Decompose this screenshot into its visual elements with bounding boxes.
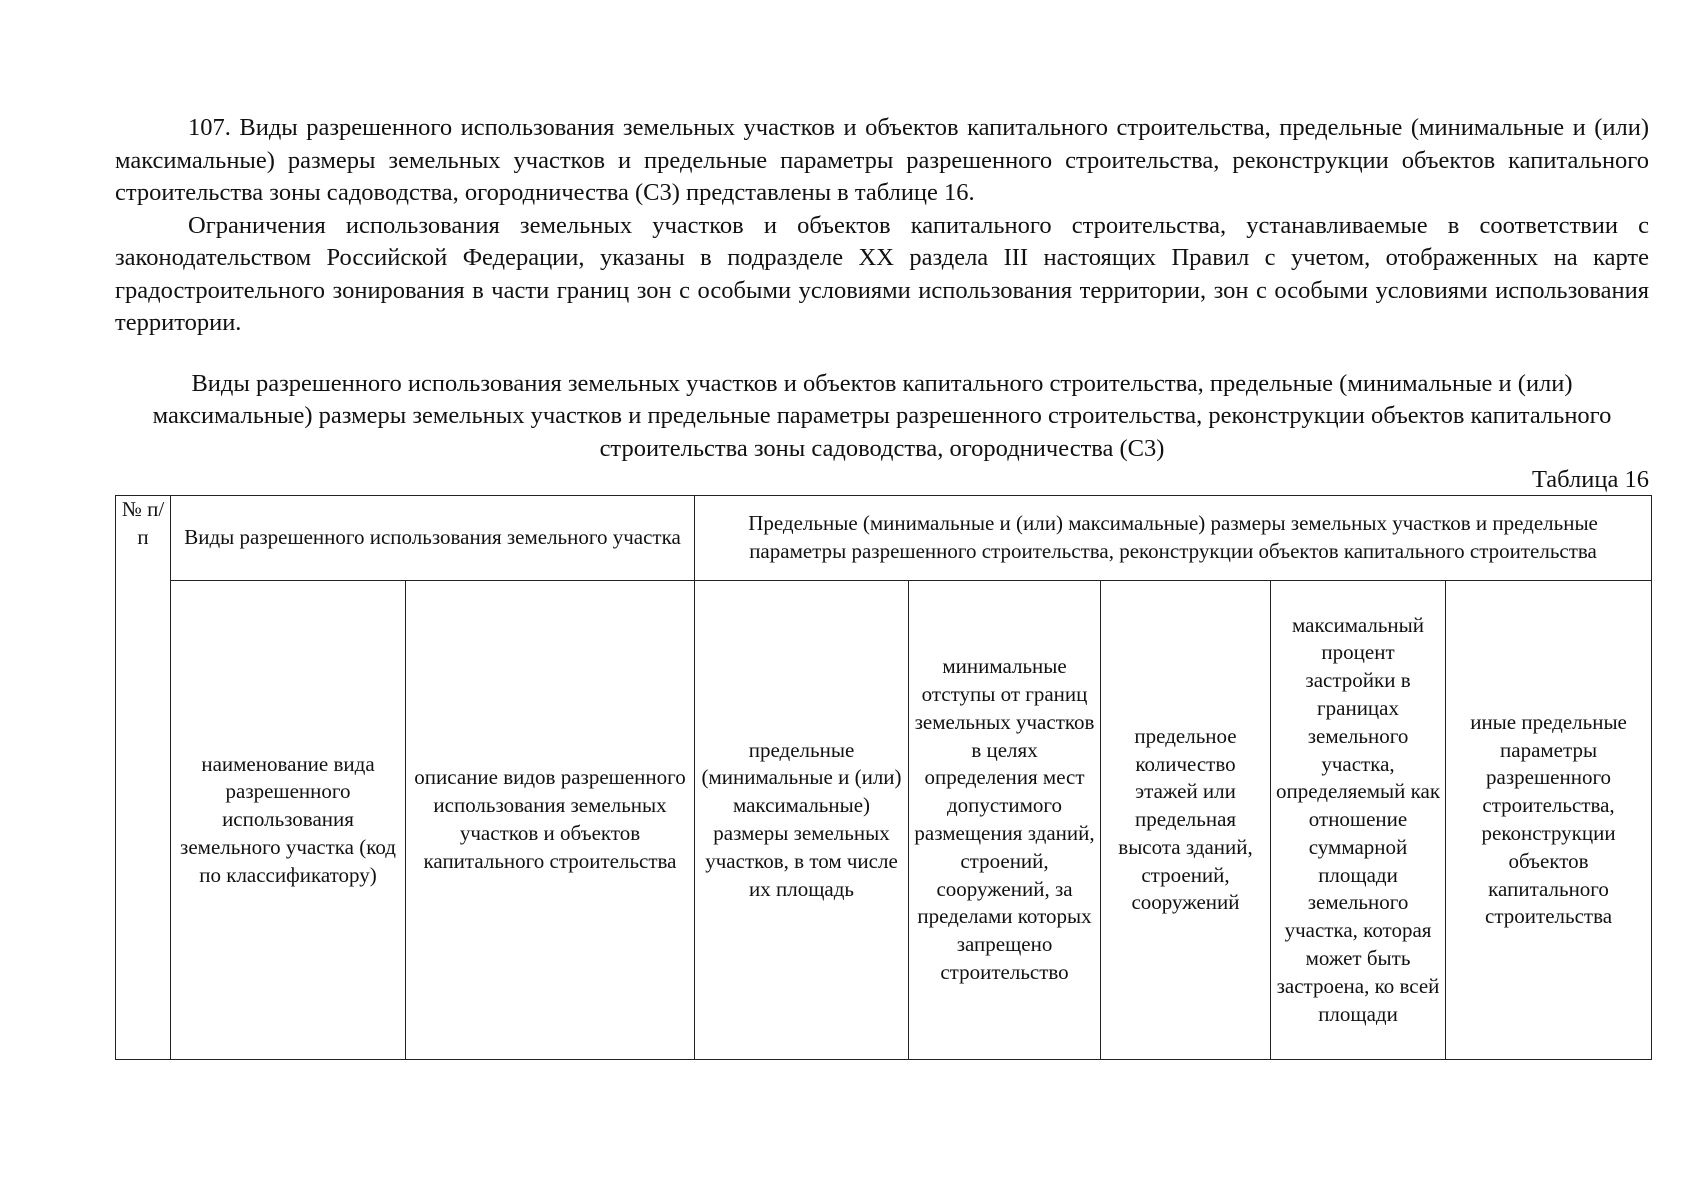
document-page (115, 112, 1649, 1060)
subheader-setbacks: минимальные отступы от границ земельных участков в целях определения мест допустимого размещения зданий, строений, сооружений, за пределами которых запрещено строительство (909, 581, 1101, 1060)
table-subheader-row (116, 581, 1652, 1060)
subheader-other-params: иные предельные параметры разрешенного строительства, реконструкции объектов капитального строительства (1446, 581, 1652, 1060)
table-header-row (116, 496, 1652, 581)
header-use-types: Виды разрешенного использования земельного участка (171, 496, 695, 581)
paragraph-107: 107. Виды разрешенного использования земельных участков и объектов капитального строительства, предельные (минимальные и (или) максимальные) размеры земельных участков и предельные параметры разрешенного строительства, реконструкции объектов капитального строительства зоны садоводства, огородничества (С3) представлены в таблице 16. (115, 114, 1649, 206)
subheader-plot-size: предельные (минимальные и (или) максимальные) размеры земельных участков, в том числе их площадь (695, 581, 909, 1060)
zone-c3-table (115, 495, 1652, 1060)
subheader-floors-height: предельное количество этажей или предельная высота зданий, строений, сооружений (1101, 581, 1271, 1060)
table-number-label: Таблица 16 (1531, 466, 1649, 493)
paragraph-restrictions: Ограничения использования земельных участков и объектов капитального строительства, устанавливаемые в соответствии с законодательством Российской Федерации, указаны в подразделе XX раздела III настоящих Правил с учетом, отображенных на карте градостроительного зонирования в части границ зон с особыми условиями использования территории, зон с особыми условиями использования территории. (115, 211, 1649, 336)
table-caption: Виды разрешенного использования земельных участков и объектов капитального строительства, предельные (минимальные и (или) максимальные) размеры земельных участков и предельные параметры разрешенного строительства, реконструкции объектов капитального строительства зоны садоводства, огородничества (С3) (152, 369, 1612, 462)
subheader-build-percent: максимальный процент застройки в границах земельного участка, определяемый как отношение суммарной площади земельного участка, которая может быть застроена, ко всей площади (1271, 581, 1446, 1060)
subheader-use-description: описание видов разрешенного использования земельных участков и объектов капитального строительства (406, 581, 695, 1060)
subheader-use-name: наименование вида разрешенного использования земельного участка (код по классификатору) (171, 581, 406, 1060)
header-limits: Предельные (минимальные и (или) максимальные) размеры земельных участков и предельные параметры разрешенного строительства, реконструкции объектов капитального строительства (695, 496, 1652, 581)
header-number: № п/п (116, 496, 171, 1060)
